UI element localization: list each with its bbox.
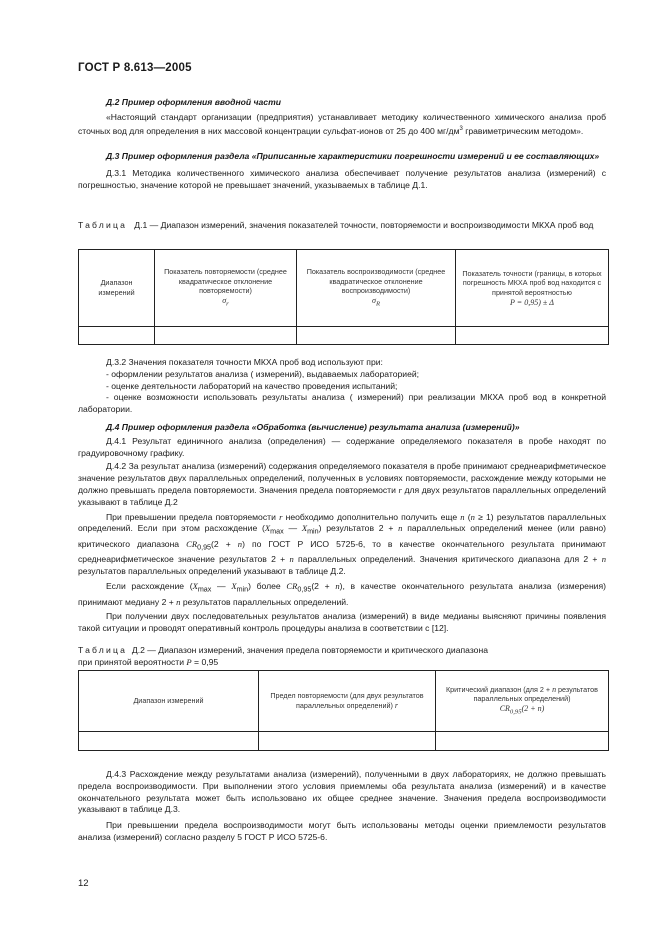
table-d1-cell	[155, 327, 297, 345]
table-d1-cell	[456, 327, 609, 345]
table-d2-cell	[436, 732, 609, 751]
table-d1-col-reproducibility: Показатель воспроизводимости (среднее квадратическое отклонение воспроизводимости) $\sigma_R$	[297, 250, 456, 327]
section-d2-title: Д.2 Пример оформления вводной части	[106, 97, 281, 107]
section-d4-p4: Если расхождение ($X_{max}$ — $X_{min}$) более $CR_{0,95}(2 + n)$, в качестве окончательного результата анализа (измерения) принимают медиану 2 + n результатов параллельных определений.	[78, 581, 607, 607]
list-item: - оценке деятельности лабораторий на качество проведения испытаний;	[106, 380, 398, 391]
standard-header: ГОСТ Р 8.613—2005	[78, 62, 192, 74]
table-d1	[78, 249, 609, 345]
table-d2-cell	[79, 732, 259, 751]
section-d4-title: Д.4 Пример оформления раздела «Обработка (вычисление) результата анализа (измерений)»	[106, 422, 520, 432]
table-d2-col-range: Диапазон измерений	[79, 671, 259, 732]
table-d2-col-repeatability-limit: Предел повторяемости (для двух результатов параллельных определений) r	[259, 671, 436, 732]
section-d4-p5: При получении двух последовательных результатов анализа (измерений) в виде медианы выясняют причины появления такой ситуации и проводят оперативный контроль процедуры анализа в соответствии с [12].	[78, 611, 606, 634]
table-d1-col-repeatability: Показатель повторяемости (среднее квадратическое отклонение повторяемости) $\sigma_r$	[155, 250, 297, 327]
section-d2-text: «Настоящий стандарт организации (предприятия) устанавливает методику количественного химического анализа проб сточных вод для определения в них массовой концентрации сульфат-ионов от 25 до 400 $мг/дм^3$ гравиметрическим методом».	[78, 111, 606, 136]
section-d2	[78, 97, 606, 137]
table-d2-col-critical-range: Критический диапазон (для 2 + n результатов параллельных определений) $CR_{0,95}(2 + n)$	[436, 671, 609, 732]
section-d43-p2: При превышении предела воспроизводимости могут быть использованы методы оценки приемлемости результатов анализа (измерений) согласно разделу 5 ГОСТ Р ИСО 5725-6.	[78, 820, 606, 842]
table-d1-col-accuracy: Показатель точности (границы, в которых погрешность МКХА проб вод находится с принятой вероятностью P = 0,95) ± Δ	[456, 250, 609, 327]
section-d43	[78, 769, 606, 844]
list-item: - оценке возможности использовать результаты анализа ( измерений) при реализации МКХА проб вод в конкретной лаборатории.	[78, 392, 606, 415]
section-d32	[78, 357, 606, 416]
list-item: - оформлении результатов анализа ( измерений), выдаваемых лабораторией;	[106, 368, 420, 379]
table-d2-cell	[259, 732, 436, 751]
section-d4	[78, 422, 606, 635]
table-d1-cell	[79, 327, 155, 345]
section-d4-p3: При превышении предела повторяемости r необходимо дополнительно получить еще n (n ≥ 1) результатов параллельных определений. Если при этом расхождение ($X_{max}$ — $X_{min}$) результатов 2 + n параллельных определений менее (или равно) критического диапазона $CR_{0,95}(2 + n)$ по ГОСТ Р ИСО 5725-6, то в качестве окончательного результата принимают среднеарифметическое значение результатов 2 + n параллельных определений. Значения критического диапазона для 2 + n результатов параллельных определений указывают в таблице Д.2.	[78, 511, 607, 577]
section-d3	[78, 151, 606, 191]
section-d4-p2: Д.4.2 За результат анализа (измерений) содержания определяемого показателя в пробе принимают среднеарифметическое значение результатов двух параллельных определений, полученных в условиях повторяемости, расхождение между которыми не должно превышать предела повторяемости. Значения предела повторяемости r для двух результатов параллельных определений указывают в таблице Д.2	[78, 461, 607, 507]
table-d1-cell	[297, 327, 456, 345]
table-d2	[78, 670, 609, 751]
table-d1-caption: Таблица Д.1 — Диапазон измерений, значения показателей точности, повторяемости и воспроизводимости МКХА проб вод	[78, 220, 594, 230]
page-number: 12	[78, 878, 89, 889]
section-d32-intro: Д.3.2 Значения показателя точности МКХА проб вод используют при:	[106, 357, 383, 367]
section-d3-title: Д.3 Пример оформления раздела «Приписанные характеристики погрешности измерений и ее составляющих»	[106, 151, 600, 161]
table-d2-caption: Таблица Д.2 — Диапазон измерений, значения предела повторяемости и критического диапазона при принятой вероятности P = 0,95	[78, 645, 488, 667]
section-d4-p1: Д.4.1 Результат единичного анализа (определения) — содержание определяемого показателя в пробе находят по градуировочному графику.	[78, 435, 606, 458]
table-d1-col-range: Диапазон измерений	[79, 250, 155, 327]
section-d3-paragraph: Д.3.1 Методика количественного химического анализа обеспечивает получение результатов анализа (измерений) с погрешностью, значение которой не превышает значений, указываемых в таблице Д.1.	[78, 167, 606, 190]
section-d43-p1: Д.4.3 Расхождение между результатами анализа (измерений), полученными в двух лабораториях, не должно превышать предела воспроизводимости. При выполнении этого условия приемлемы оба результата анализа (измерений) и в качестве окончательного результата может быть использовано их общее среднее значение. Значения предела воспроизводимости указывают в таблице Д.3.	[78, 769, 606, 815]
